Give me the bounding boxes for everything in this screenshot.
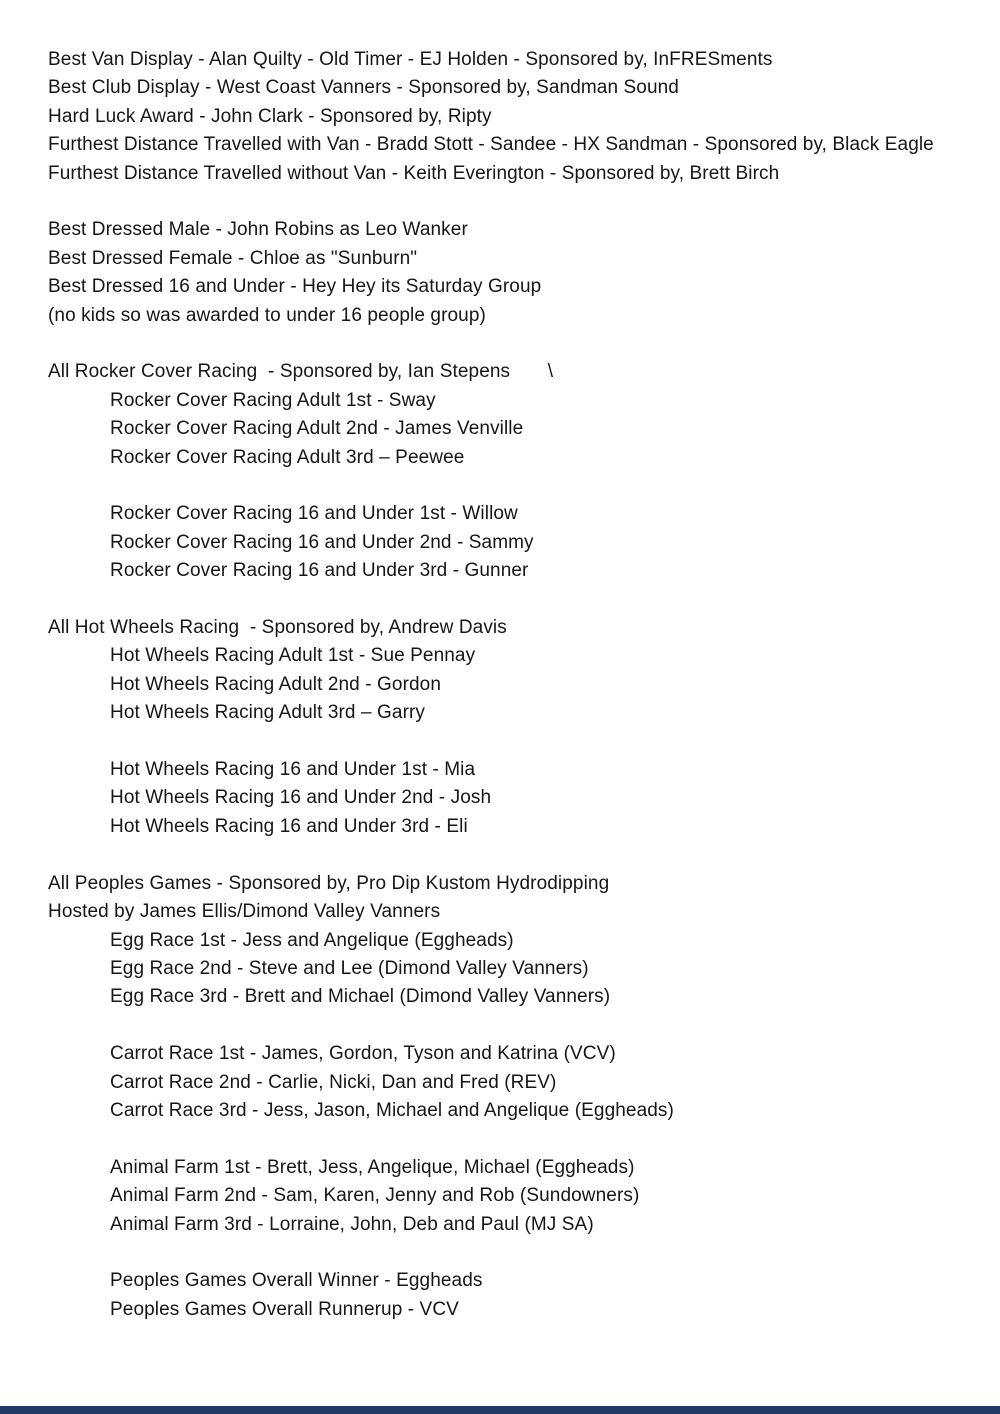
text-line: Egg Race 1st - Jess and Angelique (Eggheads) bbox=[110, 929, 514, 951]
text-line: Hot Wheels Racing 16 and Under 2nd - Josh bbox=[110, 787, 492, 809]
paragraph-peoples-games-overall bbox=[48, 1267, 990, 1324]
text-line: Furthest Distance Travelled without Van - Keith Everington - Sponsored by, Brett Birch bbox=[48, 162, 780, 184]
text-line: All Hot Wheels Racing - Sponsored by, Andrew Davis bbox=[48, 617, 507, 639]
text-line: Hard Luck Award - John Clark - Sponsored by, Ripty bbox=[48, 105, 492, 127]
text-line: Rocker Cover Racing 16 and Under 1st - Willow bbox=[110, 503, 518, 525]
paragraph-rocker-cover-racing-under16 bbox=[48, 500, 990, 585]
text-line: Egg Race 2nd - Steve and Lee (Dimond Valley Vanners) bbox=[110, 957, 589, 979]
paragraph-best-dressed bbox=[48, 216, 990, 330]
text-line: Hosted by James Ellis/Dimond Valley Vanners bbox=[48, 901, 441, 923]
text-line: Animal Farm 2nd - Sam, Karen, Jenny and Rob (Sundowners) bbox=[110, 1185, 640, 1207]
text-line: Animal Farm 3rd - Lorraine, John, Deb and Paul (MJ SA) bbox=[110, 1213, 594, 1235]
text-line: Carrot Race 3rd - Jess, Jason, Michael and Angelique (Eggheads) bbox=[110, 1099, 674, 1121]
text-line: Best Dressed Male - John Robins as Leo Wanker bbox=[48, 219, 468, 241]
text-line: Furthest Distance Travelled with Van - Bradd Stott - Sandee - HX Sandman - Sponsored by, Black Eagle bbox=[48, 134, 934, 156]
text-line: Rocker Cover Racing 16 and Under 3rd - Gunner bbox=[110, 560, 529, 582]
text-line: Best Club Display - West Coast Vanners - Sponsored by, Sandman Sound bbox=[48, 77, 679, 99]
paragraph-carrot-race bbox=[48, 1040, 990, 1125]
document-content bbox=[48, 46, 990, 1353]
text-line: Rocker Cover Racing Adult 2nd - James Venville bbox=[110, 418, 524, 440]
text-line: Carrot Race 1st - James, Gordon, Tyson and Katrina (VCV) bbox=[110, 1043, 616, 1065]
text-line: Rocker Cover Racing 16 and Under 2nd - Sammy bbox=[110, 531, 534, 553]
text-line: Best Van Display - Alan Quilty - Old Timer - EJ Holden - Sponsored by, InFRESments bbox=[48, 49, 773, 70]
paragraph-hot-wheels-racing-under16 bbox=[48, 756, 990, 841]
text-line: Hot Wheels Racing 16 and Under 1st - Mia bbox=[110, 759, 476, 781]
text-line: Egg Race 3rd - Brett and Michael (Dimond Valley Vanners) bbox=[110, 986, 611, 1008]
text-line: All Rocker Cover Racing - Sponsored by, Ian Stepens \ bbox=[48, 361, 554, 383]
text-line: Animal Farm 1st - Brett, Jess, Angelique, Michael (Eggheads) bbox=[110, 1156, 635, 1178]
text-line: Best Dressed Female - Chloe as "Sunburn" bbox=[48, 247, 418, 269]
text-line: Hot Wheels Racing 16 and Under 3rd - Eli bbox=[110, 815, 468, 837]
text-line: Hot Wheels Racing Adult 2nd - Gordon bbox=[110, 673, 441, 695]
text-line: Peoples Games Overall Winner - Eggheads bbox=[110, 1270, 483, 1292]
text-line: Rocker Cover Racing Adult 1st - Sway bbox=[110, 389, 436, 411]
page-edge-bar bbox=[0, 1406, 1000, 1414]
text-line: All Peoples Games - Sponsored by, Pro Dip Kustom Hydrodipping bbox=[48, 872, 610, 894]
paragraph-main-awards bbox=[48, 46, 990, 188]
paragraph-peoples-games-egg-race bbox=[48, 870, 990, 1012]
text-line: (no kids so was awarded to under 16 people group) bbox=[48, 304, 486, 326]
text-line: Hot Wheels Racing Adult 3rd – Garry bbox=[110, 702, 426, 724]
text-line: Carrot Race 2nd - Carlie, Nicki, Dan and Fred (REV) bbox=[110, 1071, 557, 1093]
text-line: Best Dressed 16 and Under - Hey Hey its Saturday Group bbox=[48, 276, 542, 298]
text-line: Rocker Cover Racing Adult 3rd – Peewee bbox=[110, 446, 465, 468]
paragraph-animal-farm bbox=[48, 1154, 990, 1239]
text-line: Hot Wheels Racing Adult 1st - Sue Pennay bbox=[110, 645, 476, 667]
text-line: Peoples Games Overall Runnerup - VCV bbox=[110, 1298, 459, 1320]
paragraph-rocker-cover-racing-adult bbox=[48, 358, 990, 472]
paragraph-hot-wheels-racing-adult bbox=[48, 614, 990, 728]
